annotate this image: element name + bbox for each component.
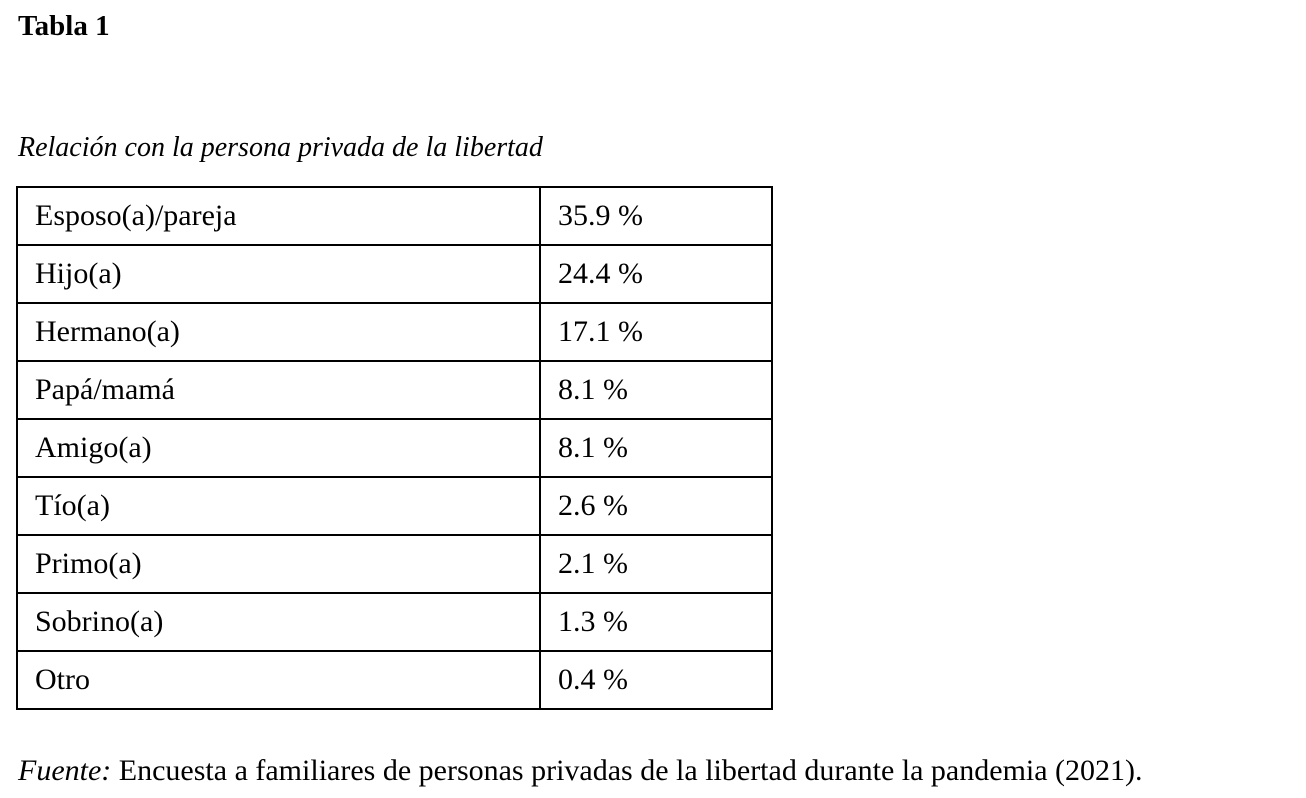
relation-cell: Sobrino(a) xyxy=(17,593,540,651)
relation-cell: Amigo(a) xyxy=(17,419,540,477)
relation-cell: Primo(a) xyxy=(17,535,540,593)
table-number-label: Tabla 1 xyxy=(18,10,110,42)
relation-cell: Tío(a) xyxy=(17,477,540,535)
table-row xyxy=(17,477,772,535)
source-note xyxy=(18,752,1143,790)
relation-cell: Papá/mamá xyxy=(17,361,540,419)
percent-cell: 0.4 % xyxy=(540,651,772,709)
table-row xyxy=(17,651,772,709)
table-row xyxy=(17,593,772,651)
source-label: Fuente: xyxy=(18,754,112,787)
percent-cell: 2.1 % xyxy=(540,535,772,593)
table-row xyxy=(17,245,772,303)
percent-cell: 1.3 % xyxy=(540,593,772,651)
source-text: Encuesta a familiares de personas privadas de la libertad durante la pandemia (2021). xyxy=(111,754,1143,787)
relation-cell: Hijo(a) xyxy=(17,245,540,303)
relation-cell: Otro xyxy=(17,651,540,709)
table-row xyxy=(17,535,772,593)
relationship-table xyxy=(16,186,773,710)
percent-cell: 2.6 % xyxy=(540,477,772,535)
table-row xyxy=(17,303,772,361)
percent-cell: 8.1 % xyxy=(540,419,772,477)
table-row xyxy=(17,187,772,245)
percent-cell: 17.1 % xyxy=(540,303,772,361)
relation-cell: Esposo(a)/pareja xyxy=(17,187,540,245)
table-row xyxy=(17,361,772,419)
percent-cell: 24.4 % xyxy=(540,245,772,303)
table-row xyxy=(17,419,772,477)
table-caption: Relación con la persona privada de la libertad xyxy=(18,132,543,163)
relation-cell: Hermano(a) xyxy=(17,303,540,361)
percent-cell: 8.1 % xyxy=(540,361,772,419)
percent-cell: 35.9 % xyxy=(540,187,772,245)
